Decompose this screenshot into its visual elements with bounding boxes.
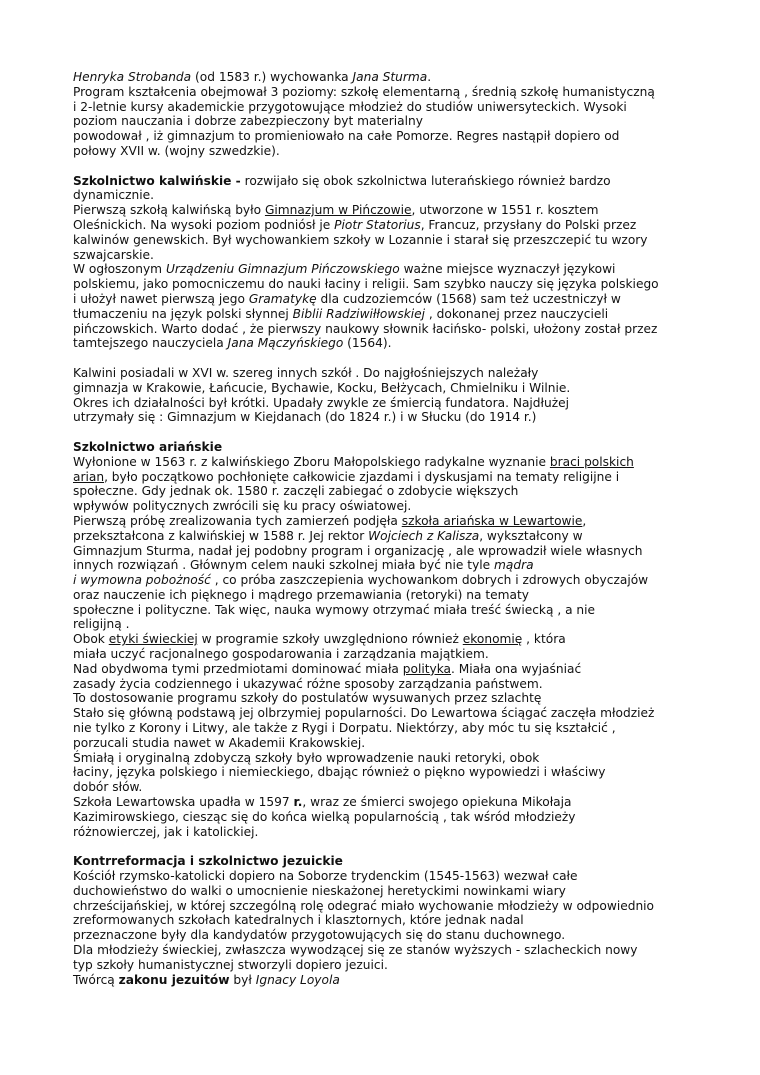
text-line: i 2-letnie kursy akademickie przygotowujące młodzież do studiów uniwersyteckich. Wysoki bbox=[73, 99, 627, 114]
text-line: Okres ich działalności był krótki. Upadały zwykle ze śmiercią fundatora. Najdłużej bbox=[73, 395, 570, 410]
text-line: Pierwszą szkołą kalwińską było Gimnazjum w Pińczowie, utworzone w 1551 r. kosztem bbox=[73, 203, 599, 218]
text-line: porzucali studia nawet w Akademii Krakowskiej. bbox=[73, 735, 366, 750]
text-line: utrzymały się : Gimnazjum w Kiejdanach (do 1824 r.) i w Słucku (do 1914 r.) bbox=[73, 410, 537, 425]
text-line: nie tylko z Korony i Litwy, ale także z Rygi i Dorpatu. Niektórzy, aby móc tu się kształcić , bbox=[73, 721, 616, 736]
text-line: Śmiałą i oryginalną zdobyczą szkoły było wprowadzenie nauki retoryki, obok bbox=[73, 750, 540, 765]
text-line: przekształcona z kalwińskiej w 1588 r. Jej rektor Wojciech z Kalisza, wykształcony w bbox=[73, 528, 583, 543]
text-line: Twórcą zakonu jezuitów był Ignacy Loyola bbox=[73, 972, 340, 987]
text-line: tłumaczeniu na język polski słynnej Biblii Radziwiłłowskiej , dokonanej przez nauczycieli bbox=[73, 306, 609, 321]
text-line: tamtejszego nauczyciela Jana Mączyńskiego (1564). bbox=[73, 336, 392, 351]
text-line: polskiemu, jako pomocniczemu do nauki łaciny i religii. Sam szybko nauczy się języka polskiego bbox=[73, 277, 659, 292]
link-polityka[interactable]: polityka bbox=[402, 661, 452, 676]
link-ekonomie[interactable]: ekonomię bbox=[462, 632, 523, 647]
text-line: pińczowskich. Warto dodać , że pierwszy naukowy słownik łacińsko- polski, ułożony został przez bbox=[73, 321, 658, 336]
link-arian[interactable]: arian bbox=[73, 469, 105, 484]
text-line: i ułożył nawet pierwszą jego Gramatykę dla cudzoziemców (1568) sam też uczestniczył w bbox=[73, 291, 621, 306]
text-line: zasady życia codziennego i ukazywać różne sposoby zarządzania państwem. bbox=[73, 676, 543, 691]
text-line: łaciny, języka polskiego i niemieckiego, dbając również o piękno wypowiedzi i właściwy bbox=[73, 765, 606, 780]
text-line: Nad obydwoma tymi przedmiotami dominować miała polityka. Miała ona wyjaśniać bbox=[73, 661, 582, 676]
text-line: i wymowna pobożność , co próba zaszczepienia wychowankom dobrych i zdrowych obyczajów bbox=[73, 573, 649, 588]
link-braci-polskich[interactable]: braci polskich bbox=[549, 454, 634, 469]
section-heading-calvinist: Szkolnictwo kalwińskie - rozwijało się obok szkolnictwa luterańskiego również bardzo bbox=[73, 173, 611, 188]
text-line: Stało się główną podstawą jej olbrzymiej popularności. Do Lewartowa ściągać zaczęła młodzież bbox=[73, 706, 655, 721]
text-line: szwajcarskie. bbox=[73, 247, 154, 262]
link-gimnazjum-pinczow[interactable]: Gimnazjum w Pińczowie bbox=[264, 203, 412, 218]
text-line: Kościół rzymsko-katolicki dopiero na Soborze trydenckim (1545-1563) wezwał całe bbox=[73, 869, 578, 884]
document-page bbox=[73, 70, 713, 987]
text-line: przeznaczone były dla kandydatów przygotowujących się do stanu duchownego. bbox=[73, 928, 566, 943]
text-line: W ogłoszonym Urządzeniu Gimnazjum Pińczowskiego ważne miejsce wyznaczył językowi bbox=[73, 262, 616, 277]
text-line: dynamicznie. bbox=[73, 188, 154, 203]
text-line: Obok etyki świeckiej w programie szkoły uwzględniono również ekonomię , która bbox=[73, 632, 566, 647]
text-line: arian, było początkowo pochłonięte całkowicie zjazdami i dyskusjami na tematy religijne i bbox=[73, 469, 620, 484]
text-line: społeczne. Gdy jednak ok. 1580 r. zaczęli zabiegać o zdobycie większych bbox=[73, 484, 519, 499]
text-line: dobór słów. bbox=[73, 780, 143, 795]
text-line: Henryka Strobanda (od 1583 r.) wychowanka Jana Sturma. bbox=[73, 70, 432, 84]
text-line: miała uczyć racjonalnego gospodarowania i zarządzania majątkiem. bbox=[73, 647, 489, 662]
text-line: gimnazja w Krakowie, Łańcucie, Bychawie, Kocku, Bełżycach, Chmielniku i Wilnie. bbox=[73, 380, 571, 395]
text-line: religijną . bbox=[73, 617, 130, 632]
text-line: To dostosowanie programu szkoły do postulatów wysuwanych przez szlachtę bbox=[73, 691, 542, 706]
text-line: Program kształcenia obejmował 3 poziomy: szkołę elementarną , średnią szkołę humanistyczną bbox=[73, 84, 655, 99]
text-line: wpływów politycznych zwrócili się ku pracy oświatowej. bbox=[73, 499, 412, 514]
section-heading-jesuit: Kontrreformacja i szkolnictwo jezuickie bbox=[73, 854, 343, 869]
text-line: Szkoła Lewartowska upadła w 1597 r., wraz ze śmierci swojego opiekuna Mikołaja bbox=[73, 795, 572, 810]
text-line: duchowieństwo do walki o umocnienie nieskażonej heretyckimi nowinkami wiary bbox=[73, 883, 566, 898]
text-line: typ szkoły humanistycznej stworzyli dopiero jezuici. bbox=[73, 957, 388, 972]
text-line: zreformowanych szkołach katedralnych i klasztornych, które jednak nadal bbox=[73, 913, 524, 928]
text-line: Kalwini posiadali w XVI w. szereg innych szkół . Do najgłośniejszych należały bbox=[73, 365, 539, 380]
text-line: Pierwszą próbę zrealizowania tych zamierzeń podjęła szkoła ariańska w Lewartowie, bbox=[73, 513, 587, 528]
text-line: powodował , iż gimnazjum to promieniowało na całe Pomorze. Regres nastąpił dopiero od bbox=[73, 129, 620, 144]
section-heading-arian: Szkolnictwo ariańskie bbox=[73, 439, 223, 454]
text-line: poziom nauczania i dobrze zabezpieczony byt materialny bbox=[73, 114, 423, 129]
text-line: Kazimirowskiego, ciesząc się do końca wielką popularnością , tak wśród młodzieży bbox=[73, 809, 576, 824]
text-line: Wyłonione w 1563 r. z kalwińskiego Zboru Małopolskiego radykalne wyznanie braci polskich bbox=[73, 454, 634, 469]
text-line: połowy XVII w. (wojny szwedzkie). bbox=[73, 143, 280, 158]
text-line: społeczne i polityczne. Tak więc, nauka wymowy otrzymać miała treść świecką , a nie bbox=[73, 602, 596, 617]
text-line: różnowierczej, jak i katolickiej. bbox=[73, 824, 259, 839]
link-etyki-swieckiej[interactable]: etyki świeckiej bbox=[108, 632, 198, 647]
text-line: Dla młodzieży świeckiej, zwłaszcza wywodzącej się ze stanów wyższych - szlacheckich nowy bbox=[73, 943, 638, 958]
text-line: Oleśnickich. Na wysoki poziom podniósł je Piotr Statorius, Francuz, przysłany do Polski przez bbox=[73, 217, 637, 232]
text-line: oraz nauczenie ich pięknego i mądrego przemawiania (retoryki) na tematy bbox=[73, 587, 529, 602]
text-line: kalwinów genewskich. Był wychowankiem szkoły w Lozannie i starał się przeszczepić tu wzory bbox=[73, 232, 648, 247]
text-line: chrześcijańskiej, w której szczególną rolę odegrać miało wychowanie młodzieży w odpowiednio bbox=[73, 898, 655, 913]
text-line: innych rozwiązań . Głównym celem nauki szkolnej miała być nie tyle mądra bbox=[73, 558, 534, 573]
link-szkola-arianska[interactable]: szkoła ariańska w Lewartowie bbox=[401, 513, 583, 528]
text-line: Gimnazjum Sturma, nadał jej podobny program i organizację , ale wprowadził wiele własnych bbox=[73, 543, 643, 558]
